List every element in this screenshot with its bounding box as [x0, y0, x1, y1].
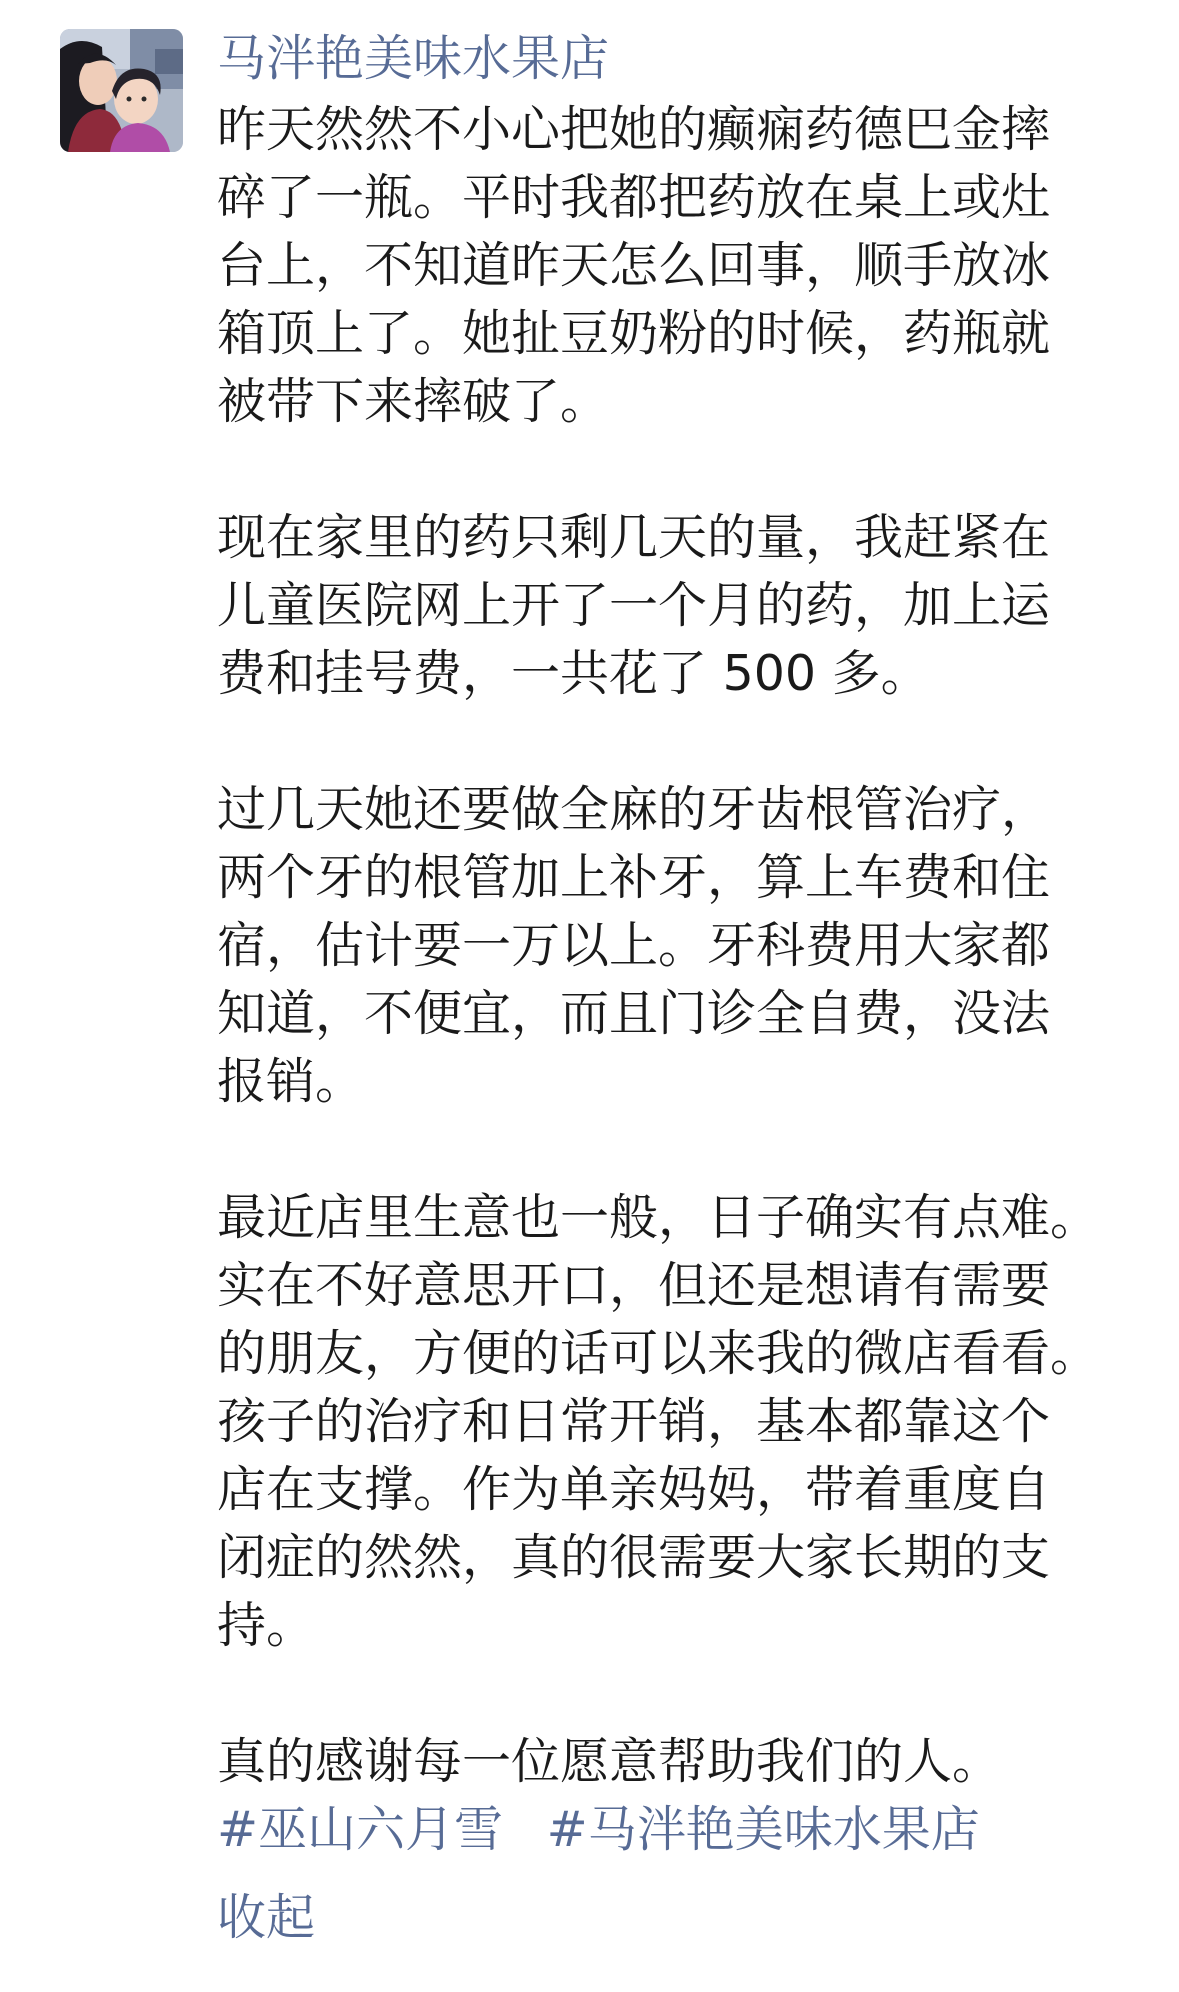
text-line: 现在家里的药只剩几天的量，我赶紧在 [217, 509, 1051, 566]
text-line: 费和挂号费，一共花了 500 多。 [217, 645, 930, 702]
text-line: 箱顶上了。她扯豆奶粉的时候，药瓶就 [217, 305, 1051, 362]
paragraph [217, 504, 1117, 708]
text-line: 店在支撑。作为单亲妈妈，带着重度自 [217, 1461, 1051, 1518]
author-name[interactable]: 马泮艳美味水果店 [217, 30, 610, 87]
text-line: 实在不好意思开口，但还是想请有需要 [217, 1257, 1051, 1314]
text-line: 真的感谢每一位愿意帮助我们的人。 [217, 1733, 1002, 1790]
text-line: 孩子的治疗和日常开销，基本都靠这个 [217, 1393, 1051, 1450]
paragraph [217, 1184, 1117, 1660]
paragraph [217, 776, 1117, 1116]
text-line: 报销。 [217, 1053, 365, 1110]
paragraph [217, 96, 1117, 436]
text-line: 昨天然然不小心把她的癫痫药德巴金摔 [217, 101, 1051, 158]
profile-photo-icon [60, 29, 183, 152]
text-line: 儿童医院网上开了一个月的药，加上运 [217, 577, 1051, 634]
hashtag-row [217, 1796, 1117, 1864]
text-line: 的朋友，方便的话可以来我的微店看看。 [217, 1325, 1100, 1382]
text-line: 碎了一瓶。平时我都把药放在桌上或灶 [217, 169, 1051, 226]
text-line: 知道，不便宜，而且门诊全自费，没法 [217, 985, 1051, 1042]
text-line: 过几天她还要做全麻的牙齿根管治疗， [217, 781, 1051, 838]
text-line: 被带下来摔破了。 [217, 373, 610, 430]
post-body [217, 96, 1117, 1796]
text-line: 两个牙的根管加上补牙，算上车费和住 [217, 849, 1051, 906]
paragraph [217, 1728, 1117, 1796]
text-line: 宿，估计要一万以上。牙科费用大家都 [217, 917, 1051, 974]
text-line: 最近店里生意也一般，日子确实有点难。 [217, 1189, 1100, 1246]
avatar[interactable] [60, 29, 183, 152]
hashtag-link[interactable]: #巫山六月雪 [217, 1801, 504, 1858]
text-line: 台上，不知道昨天怎么回事，顺手放冰 [217, 237, 1051, 294]
post-content [217, 24, 1117, 1952]
collapse-button[interactable]: 收起 [217, 1889, 316, 1946]
text-line: 持。 [217, 1597, 316, 1654]
text-line: 闭症的然然，真的很需要大家长期的支 [217, 1529, 1051, 1586]
hashtag-link[interactable]: #马泮艳美味水果店 [546, 1801, 980, 1858]
